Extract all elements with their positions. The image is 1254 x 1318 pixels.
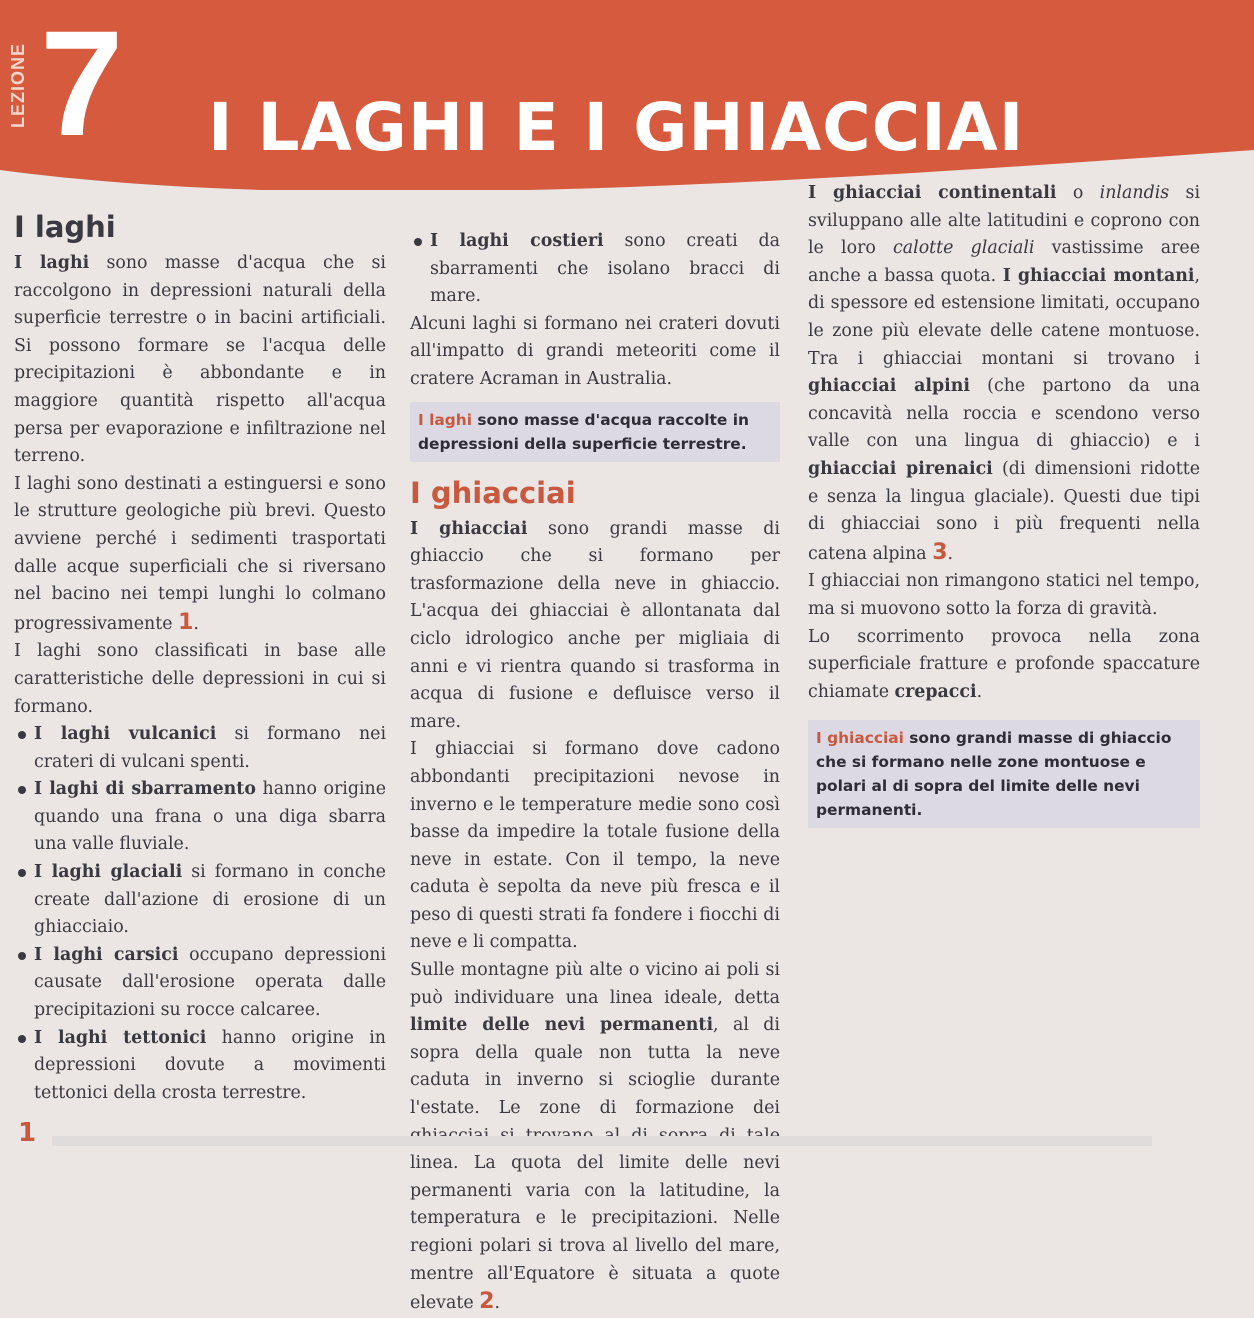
lake-types-list (14, 721, 386, 1107)
list-item: I laghi glaciali si formano in conche create dall'azione di erosione di un ghiacciaio. (14, 859, 386, 942)
summary-box-ghiacciai: I ghiacciai sono grandi masse di ghiaccio che si formano nelle zone montuose e polari al di sopra del limite delle nevi permanenti. (808, 720, 1200, 828)
list-item: I laghi tettonici hanno origine in depressioni dovute a movimenti tettonici della crosta terrestre. (14, 1025, 386, 1108)
figure-reference: 2 (479, 1289, 495, 1315)
list-item: I laghi di sbarramento hanno origine quando una frana o una diga sbarra una valle fluviale. (14, 776, 386, 859)
section-heading-ghiacciai: I ghiacciai (410, 475, 576, 510)
paragraph: I ghiacciai continentali o inlandis si sviluppano alle alte latitudini e coprono con le loro calotte glaciali vastissime aree anche a bassa quota. I ghiacciai montani, di spessore ed estensione limitati, occupano le zone più elevate delle catene montuose. Tra i ghiacciai montani si trovano i ghiacciai alpini (che partono da una concavità nella roccia e scendono verso valle con una lingua di ghiaccio) e i ghiacciai pirenaici (di dimensioni ridotte e senza la lingua glaciale). Questi due tipi di ghiacciai sono i più frequenti nella catena alpina 3. (808, 183, 1201, 565)
list-item: I laghi carsici occupano depressioni causate dall'erosione operata dalle precipitazioni su rocce calcaree. (14, 942, 386, 1025)
figure-reference: 3 (932, 539, 948, 565)
paragraph: I laghi sono classificati in base alle caratteristiche delle depressioni in cui si formano. (14, 641, 386, 717)
summary-box-laghi: I laghi sono masse d'acqua raccolte in depressioni della superficie terrestre. (410, 402, 780, 462)
section-heading-laghi: I laghi (14, 210, 116, 244)
paragraph: I ghiacciai si formano dove cadono abbondanti precipitazioni nevose in inverno e le temperature medie sono così basse da impedire la totale fusione della neve in estate. Con il tempo, la neve caduta è sepolta da neve più fresca e il peso di questi strati fa fondere i fiocchi di neve e li compatta. (410, 739, 780, 953)
column-2 (410, 228, 780, 1318)
lesson-header (0, 0, 1254, 190)
paragraph: Sulle montagne più alte o vicino ai poli si può individuare una linea ideale, detta limite delle nevi permanenti, al di sopra della quale non tutta la neve caduta in inverno si scioglie durante l'estate. Le zone di formazione dei linea. La quota del limite delle nevi permanenti varia con la latitudine, la temperatura e le precipitazioni. Nelle regioni polari si trova al livello del mare, mentre all'Equatore è situata a quote elevate 2. (410, 960, 780, 1315)
paragraph: I ghiacciai non rimangono statici nel tempo, ma si muovono sotto la forza di gravità. (808, 571, 1200, 619)
column-1 (14, 210, 386, 1107)
page-title: I LAGHI E I GHIACCIAI (208, 89, 1025, 166)
figure-reference: 1 (178, 609, 194, 635)
figure-number: 1 (18, 1118, 37, 1148)
paragraph: I ghiacciai sono grandi masse di ghiaccio che si formano per trasformazione della neve in ghiaccio. L'acqua dei ghiacciai è allontanata dal ciclo idrologico anche per migliaia di anni e vi rientra quando si trasforma in acqua di fusione e defluisce verso il mare. (410, 518, 780, 732)
list-item: I laghi vulcanici si formano nei crateri di vulcani spenti. (14, 721, 386, 776)
lake-types-list-cont (410, 228, 780, 311)
paragraph: I laghi sono destinati a estinguersi e sono le strutture geologiche più brevi. Questo avviene perché i sedimenti trasportati dalle acque superficiali che si riversano nel bacino nei tempi lunghi lo colmano progressivamente 1. (14, 473, 386, 635)
lesson-label: LEZIONE (8, 42, 28, 128)
lesson-number: 7 (40, 0, 124, 167)
paragraph: Lo scorrimento provoca nella zona superficiale fratture e profonde spaccature chiamate crepacci. (808, 626, 1200, 702)
paragraph: Alcuni laghi si formano nei crateri dovuti all'impatto di grandi meteoriti come il cratere Acraman in Australia. (410, 313, 780, 389)
list-item: I laghi costieri sono creati da sbarramenti che isolano bracci di mare. (410, 228, 780, 311)
paragraph: I laghi sono masse d'acqua che si raccolgono in depressioni naturali della superficie terrestre o in bacini artificiali. Si possono formare se l'acqua delle precipitazioni è abbondante e in maggiore quantità rispetto all'acqua persa per evaporazione e infiltrazione nel terreno. (14, 253, 386, 467)
figure-strip (52, 1136, 1152, 1146)
column-3 (808, 180, 1200, 828)
